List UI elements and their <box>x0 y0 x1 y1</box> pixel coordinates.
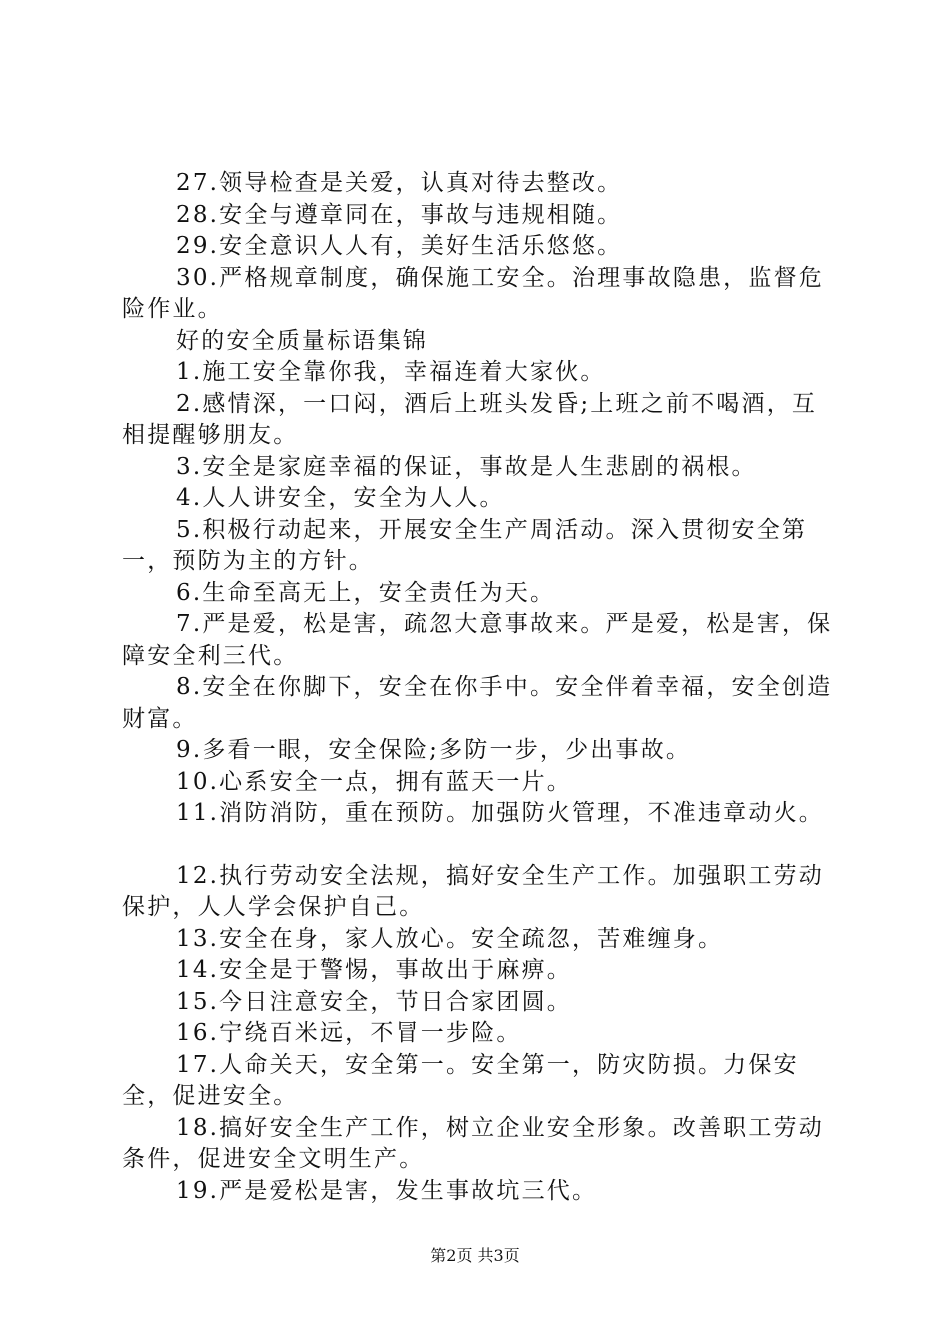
paragraph: 5.积极行动起来，开展安全生产周活动。深入贯彻安全第一，预防为主的方针。 <box>122 516 808 574</box>
paragraph: 10.心系安全一点，拥有蓝天一片。 <box>176 768 572 795</box>
paragraph: 13.安全在身，家人放心。安全疏忽，苦难缠身。 <box>176 925 724 952</box>
paragraph: 19.严是爱松是害，发生事故坑三代。 <box>176 1177 598 1204</box>
paragraph: 1.施工安全靠你我，幸福连着大家伙。 <box>176 359 606 385</box>
paragraph: 15.今日注意安全，节日合家团圆。 <box>176 988 572 1015</box>
paragraph: 17.人命关天，安全第一。安全第一，防灾防损。力保安全，促进安全。 <box>122 1051 799 1109</box>
paragraph: 9.多看一眼，安全保险;多防一步，少出事故。 <box>176 737 692 763</box>
page-number-label: 第2页 共3页 <box>430 1246 520 1265</box>
paragraph: 14.安全是于警惕，事故出于麻痹。 <box>176 957 572 983</box>
paragraph: 18.搞好安全生产工作，树立企业安全形象。改善职工劳动条件，促进安全文明生产。 <box>122 1114 824 1172</box>
paragraph: 3.安全是家庭幸福的保证，事故是人生悲剧的祸根。 <box>176 453 757 480</box>
paragraph: 27.领导检查是关爱，认真对待去整改。 <box>176 170 623 196</box>
document-body <box>122 168 842 1207</box>
paragraph: 7.严是爱，松是害，疏忽大意事故来。严是爱，松是害，保障安全利三代。 <box>122 611 833 669</box>
paragraph: 6.生命至高无上，安全责任为天。 <box>176 579 556 606</box>
paragraph: 11.消防消防，重在预防。加强防火管理，不准违章动火。 <box>176 800 824 826</box>
paragraph: 2.感情深，一口闷，酒后上班头发昏;上班之前不喝酒，互相提醒够朋友。 <box>122 390 818 448</box>
paragraph: 28.安全与遵章同在，事故与违规相随。 <box>176 201 623 228</box>
paragraph: 30.严格规章制度，确保施工安全。治理事故隐患，监督危险作业。 <box>122 264 824 322</box>
paragraph: 8.安全在你脚下，安全在你手中。安全伴着幸福，安全创造财富。 <box>122 674 833 732</box>
paragraph: 12.执行劳动安全法规，搞好安全生产工作。加强职工劳动保护，人人学会保护自己。 <box>122 862 824 920</box>
paragraph: 4.人人讲安全，安全为人人。 <box>176 485 505 511</box>
page-footer <box>0 1243 950 1266</box>
paragraph: 16.宁绕百米远，不冒一步险。 <box>176 1020 522 1046</box>
section-heading: 好的安全质量标语集锦 <box>176 327 428 354</box>
paragraph: 29.安全意识人人有，美好生活乐悠悠。 <box>176 233 623 259</box>
